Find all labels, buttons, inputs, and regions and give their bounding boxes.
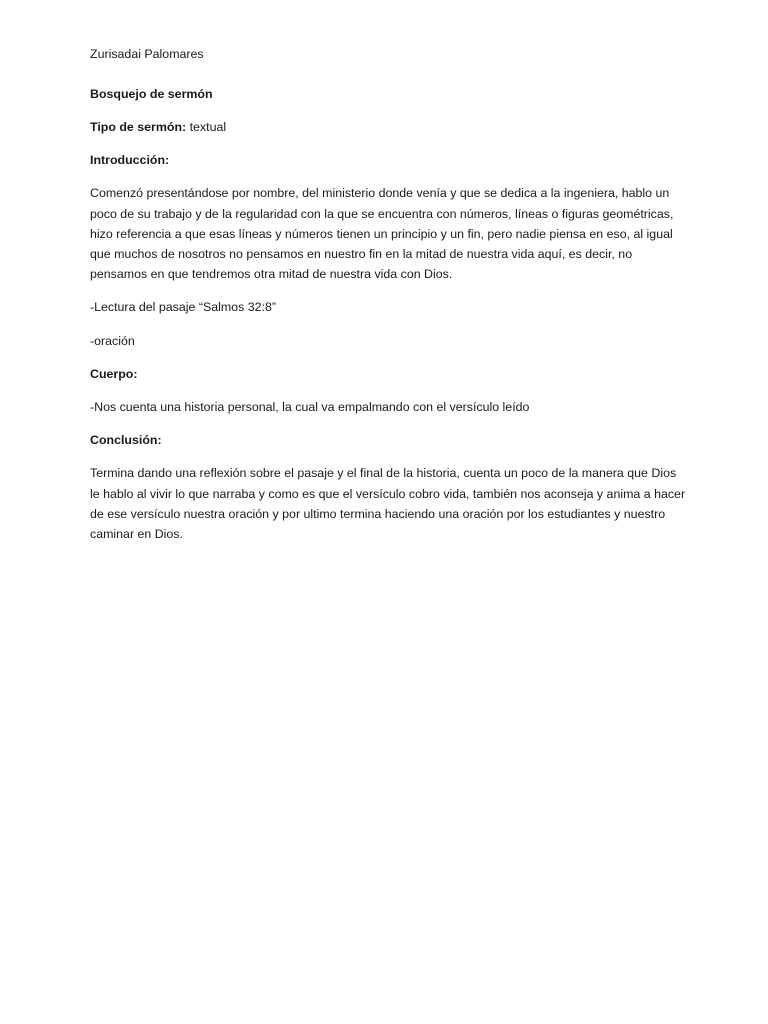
introduccion-body: Comenzó presentándose por nombre, del ministerio donde venía y que se dedica a la ingeniera, hablo un poco de su trabajo y de la regularidad con la que se encuentra con números, líneas o figuras geométricas, hizo referencia a que esas líneas y números tienen un principio y un fin, pero nadie piensa en eso, al igual que muchos de nosotros no pensamos en nuestro fin en la mitad de nuestra vida aquí, es decir, no pensamos en que tendremos otra mitad de nuestra vida con Dios. [90,186,674,282]
sermon-type-label: Tipo de sermón: [90,119,187,134]
sermon-type-value: textual [186,119,227,134]
conclusion-body: Termina dando una reflexión sobre el pasaje y el final de la historia, cuenta un poco de la manera que Dios le hablo al vivir lo que narraba y como es que el versículo cobro vida, también nos aconseja y anima a hacer de ese versículo nuestra oración y por ultimo termina haciendo una oración por los estudiantes y nuestro caminar en Dios. [90,466,686,541]
author-name: Zurisadai Palomares [90,47,204,61]
sermon-type-line [90,117,686,137]
document-title: Bosquejo de sermón [90,86,213,101]
conclusion-heading: Conclusión: [90,433,162,448]
introduccion-heading: Introducción: [90,153,170,168]
document-page [90,44,686,557]
cuerpo-body: -Nos cuenta una historia personal, la cual va empalmando con el versículo leído [90,399,530,414]
oracion-line: -oración [90,333,135,348]
cuerpo-heading: Cuerpo: [90,366,138,381]
lectura-line: -Lectura del pasaje “Salmos 32:8” [90,300,276,315]
